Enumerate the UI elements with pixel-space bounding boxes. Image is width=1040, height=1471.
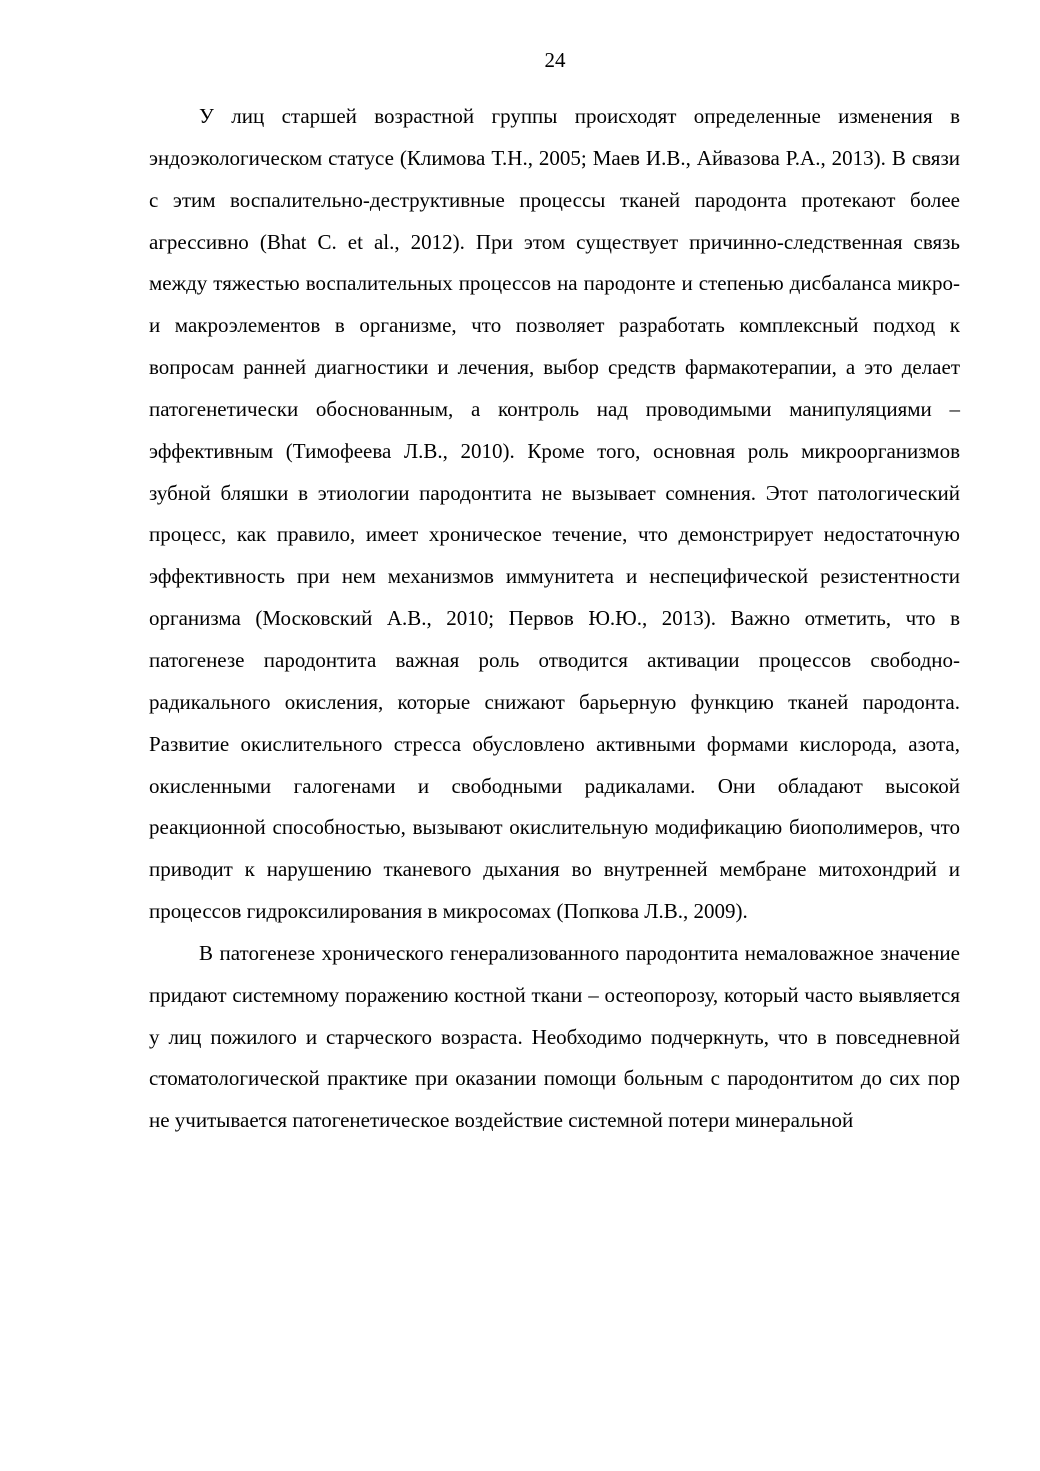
paragraph-osteoporosis: В патогенезе хронического генерализованного пародонтита немаловажное значение придают системному поражению костной ткани – остеопорозу, который часто выявляется у лиц пожилого и старческого возраста. Необходимо подчеркнуть, что в повседневной стоматологической практике при оказании помощи больным с пародонтитом до сих пор не учитывается патогенетическое воздействие системной потери минеральной — [149, 940, 960, 1133]
paragraph-age-related-changes: У лиц старшей возрастной группы происходят определенные изменения в эндоэкологическом статусе (Климова Т.Н., 2005; Маев И.В., Айвазова Р.А., 2013). В связи с этим воспалительно-деструктивные процессы тканей пародонта протекают более агрессивно (Bhat C. et al., 2012). При этом существует причинно-следственная связь между тяжестью воспалительных процессов на пародонте и степенью дисбаланса микро- и макроэлементов в организме, что позволяет разработать комплексный подход к вопросам ранней диагностики и лечения, выбор средств фармакотерапии, а это делает патогенетически обоснованным, а контроль над проводимыми манипуляциями – эффективным (Тимофеева Л.В., 2010). Кроме того, основная роль микроорганизмов зубной бляшки в этиологии пародонтита не вызывает сомнения. Этот патологический процесс, как правило, имеет хроническое течение, что демонстрирует недостаточную эффективность при нем механизмов иммунитета и неспецифической резистентности организма (Московский А.В., 2010; Первов Ю.Ю., 2013). Важно отметить, что в патогенезе пародонтита важная роль отводится активации процессов свободно-радикального окисления, которые снижают барьерную функцию тканей пародонта. Развитие окислительного стресса обусловлено активными формами кислорода, азота, окисленными галогенами и свободными радикалами. Они обладают высокой реакционной способностью, вызывают окислительную модификацию биополимеров, что приводит к нарушению тканевого дыхания во внутренней мембране митохондрий и процессов гидроксилирования в микросомах (Попкова Л.В., 2009). — [149, 104, 960, 924]
document-body — [149, 96, 960, 1142]
page-number: 24 — [544, 48, 566, 72]
